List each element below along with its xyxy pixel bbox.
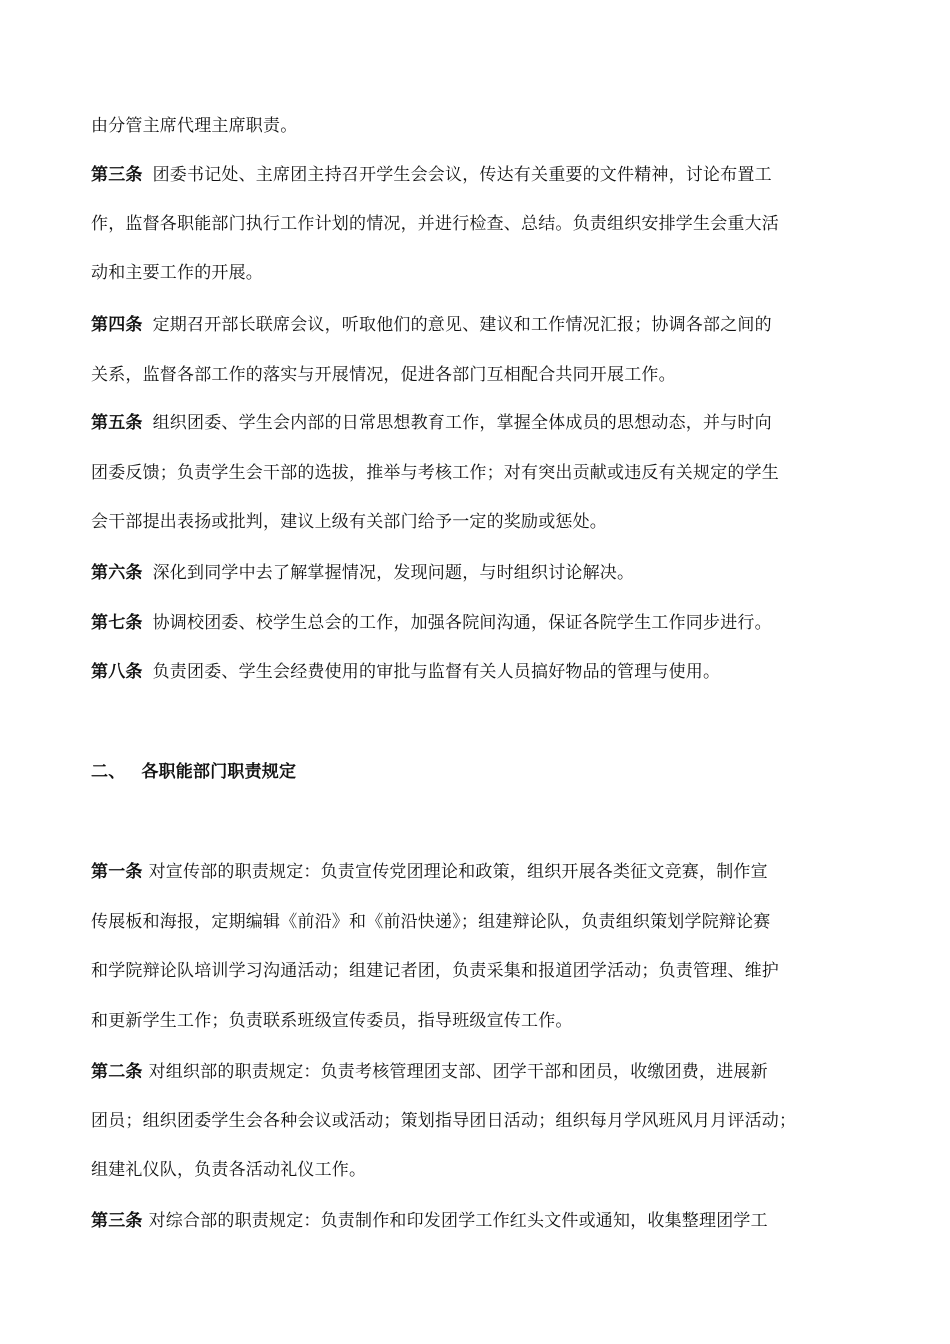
article-text: 团委反馈；负责学生会干部的选拔，推举与考核工作；对有突出贡献或违反有关规定的学生 [91,463,779,483]
article-p1-5-line-1 [91,411,871,435]
article-text: 深化到同学中去了解掌握情况，发现问题，与时组织讨论解决。 [152,563,635,583]
article-p1-4-line-1 [91,313,871,337]
article-p2-1-line-3 [91,959,871,983]
article-p1-3-line-1 [91,163,871,187]
article-text: 动和主要工作的开展。 [91,263,263,283]
article-p1-8-line-1 [91,660,871,684]
section-title: 各职能部门职责规定 [141,762,297,782]
article-p1-5-line-2 [91,461,871,485]
article-p2-1-line-4 [91,1009,871,1033]
article-text: 协调校团委、校学生总会的工作，加强各院间沟通，保证各院学生工作同步进行。 [152,613,772,633]
article-label: 第七条 [91,613,143,633]
article-text: 组建礼仪队，负责各活动礼仪工作。 [91,1160,367,1180]
article-p1-6-line-1 [91,561,871,585]
article-text: 对综合部的职责规定：负责制作和印发团学工作红头文件或通知，收集整理团学工 [148,1211,768,1231]
article-label: 第五条 [91,413,143,433]
section-heading [91,760,871,784]
section-number: 二、 [91,762,126,782]
article-label: 第三条 [91,1211,143,1231]
article-p2-2-line-1 [91,1060,871,1084]
article-text: 负责团委、学生会经费使用的审批与监督有关人员搞好物品的管理与使用。 [152,662,721,682]
article-text: 会干部提出表扬或批判，建议上级有关部门给予一定的奖励或惩处。 [91,512,607,532]
article-text: 团委书记处、主席团主持召开学生会会议，传达有关重要的文件精神，讨论布置工 [152,165,772,185]
article-p2-1-line-2 [91,910,871,934]
article-label: 第一条 [91,862,143,882]
article-p1-5-line-3 [91,510,871,534]
article-label: 第三条 [91,165,143,185]
article-text: 团员；组织团委学生会各种会议或活动；策划指导团日活动；组织每月学风班风月月评活动； [91,1111,797,1131]
article-p2-1-line-1 [91,860,871,884]
article-label: 第二条 [91,1062,143,1082]
article-p1-4-line-2 [91,363,871,387]
article-text: 作，监督各职能部门执行工作计划的情况，并进行检查、总结。负责组织安排学生会重大活 [91,214,779,234]
article-text: 对宣传部的职责规定：负责宣传党团理论和政策，组织开展各类征文竞赛，制作宣 [148,862,768,882]
article-p1-7-line-1 [91,611,871,635]
article-label: 第八条 [91,662,143,682]
article-text: 和更新学生工作；负责联系班级宣传委员，指导班级宣传工作。 [91,1011,573,1031]
article-p1-3-line-3 [91,261,871,285]
intro-line [91,114,871,138]
article-p2-3-line-1 [91,1209,871,1233]
article-text: 组织团委、学生会内部的日常思想教育工作，掌握全体成员的思想动态，并与时向 [152,413,772,433]
article-text: 对组织部的职责规定：负责考核管理团支部、团学干部和团员，收缴团费，进展新 [148,1062,768,1082]
article-label: 第六条 [91,563,143,583]
article-text: 传展板和海报，定期编辑《前沿》和《前沿快递》；组建辩论队，负责组织策划学院辩论赛 [91,912,771,932]
article-text: 定期召开部长联席会议，听取他们的意见、建议和工作情况汇报；协调各部之间的 [152,315,772,335]
article-p2-2-line-3 [91,1158,871,1182]
article-text: 关系，监督各部工作的落实与开展情况，促进各部门互相配合共同开展工作。 [91,365,676,385]
article-text: 和学院辩论队培训学习沟通活动；组建记者团，负责采集和报道团学活动；负责管理、维护 [91,961,779,981]
intro-text: 由分管主席代理主席职责。 [91,116,298,136]
article-label: 第四条 [91,315,143,335]
article-p1-3-line-2 [91,212,871,236]
article-p2-2-line-2 [91,1109,871,1133]
